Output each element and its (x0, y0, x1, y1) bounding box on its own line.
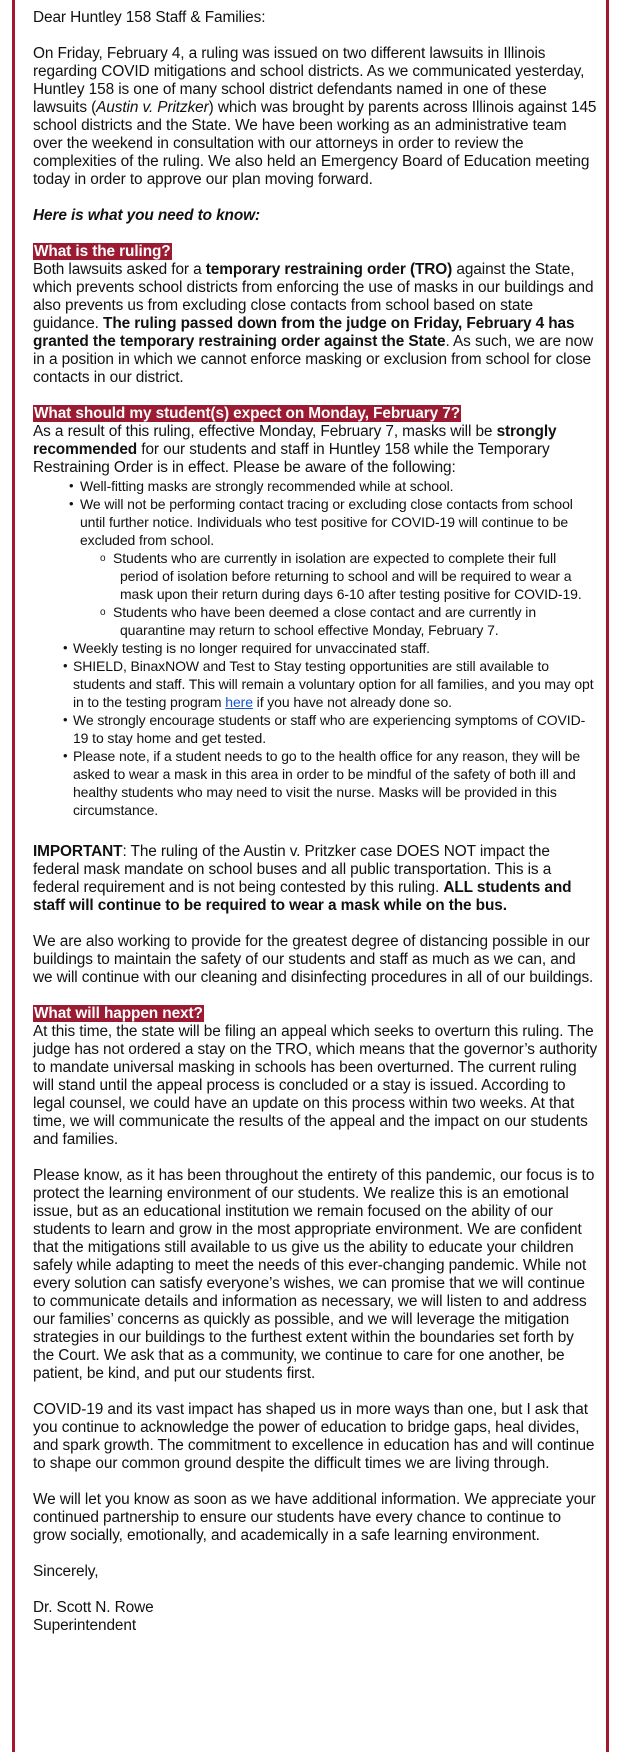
intro-paragraph: On Friday, February 4, a ruling was issued on two different lawsuits in Illinois regarding COVID mitigations and school districts. As we communicated yesterday, Huntley 158 is one of many school district defendants named in one of these lawsuits (Austin v. Pritzker) which was brought by parents across Illinois against 145 school districts and the State. We have been working as an administrative team over the weekend in consultation with our attorneys in order to review the complexities of the ruling. We also held an Emergency Board of Education meeting today in order to approve our plan moving forward. (33, 45, 597, 188)
letter-body (33, 9, 598, 1635)
sub-bullet-item: o Students who are currently in isolation are expected to complete their full period of isolation before returning to school and will be required to wear a mask upon their return during days 6-10 after testing positive for COVID-19. (33, 549, 598, 603)
signature-name: Dr. Scott N. Rowe (33, 1599, 154, 1616)
bullet-item: • Please note, if a student needs to go to the health office for any reason, they will be asked to wear a mask in this area in order to be mindful of the safety of both ill and healthy students who may need to visit the nurse. Masks will be provided in this circumstance. (33, 747, 598, 819)
signature-title: Superintendent (33, 1617, 136, 1634)
please-know-paragraph: Please know, as it has been throughout the entirety of this pandemic, our focus is to protect the learning environment of our students. We realize this is an emotional issue, but as an educational institution we remain focused on the ability of our students to learn and grow in the most appropriate environment. We are confident that the mitigations still available to us give us the ability to educate your children safely while adapting to meet the needs of this ever-changing pandemic. While not every solution can satisfy everyone’s wishes, we can promise that we will continue to communicate details and information as necessary, we will listen to and address our families’ concerns as quickly as possible, and we will leverage the mitigation strategies in our buildings to the furthest extent within the boundaries set forth by the Court. We ask that as a community, we continue to care for one another, be patient, be kind, and put our students first. (33, 1167, 595, 1382)
ruling-paragraph: Both lawsuits asked for a temporary restraining order (TRO) against the State, which prevents school districts from enforcing the use of masks in our buildings and also prevents us from excluding close contacts from school based on state guidance. The ruling passed down from the judge on Friday, February 4 has granted the temporary restraining order against the State. As such, we are now in a position in which we cannot enforce masking or exclusion from school for close contacts in our district. (33, 261, 594, 386)
section-heading-expect: What should my student(s) expect on Monday, February 7? (34, 405, 461, 422)
bullet-item: • Weekly testing is no longer required for unvaccinated staff. (33, 639, 598, 657)
testing-program-link[interactable]: here (225, 694, 253, 710)
next-paragraph: At this time, the state will be filing an appeal which seeks to overturn this ruling. The judge has not ordered a stay on the TRO, which means that the governor’s authority to mandate universal masking in schools has been overturned. The current ruling will stand until the appeal process is concluded or a stay is issued. According to legal counsel, we could have an update on this process within two weeks. At that time, we will communicate the results of the appeal and the impact on our students and families. (33, 1023, 598, 1148)
section-heading-ruling: What is the ruling? (34, 243, 171, 260)
signoff: Sincerely, (33, 1563, 99, 1580)
need-to-know-heading: Here is what you need to know: (33, 207, 261, 224)
bullet-item: • Well-fitting masks are strongly recommended while at school. (33, 477, 598, 495)
expect-paragraph: As a result of this ruling, effective Monday, February 7, masks will be strongly recommended for our students and staff in Huntley 158 while the Temporary Restraining Order is in effect. Please be aware of the following: (33, 423, 557, 476)
closing-info-paragraph: We will let you know as soon as we have additional information. We appreciate your continued partnership to ensure our students have every chance to continue to grow socially, emotionally, and academically in a safe learning environment. (33, 1491, 596, 1544)
case-name: Austin v. Pritzker (96, 99, 209, 116)
important-paragraph: IMPORTANT: The ruling of the Austin v. Pritzker case DOES NOT impact the federal mask mandate on school buses and all public transportation. This is a federal requirement and is not being contested by this ruling. ALL students and staff will continue to be required to wear a mask while on the bus. (33, 843, 572, 914)
greeting: Dear Huntley 158 Staff & Families: (33, 9, 266, 26)
expect-bullet-list-2 (33, 639, 598, 819)
bullet-item: • We will not be performing contact tracing or excluding close contacts from school until further notice. Individuals who test positive for COVID-19 will continue to be excluded from school. (33, 495, 598, 549)
bullet-item: • We strongly encourage students or staff who are experiencing symptoms of COVID-19 to stay home and get tested. (33, 711, 598, 747)
sub-bullet-item: o Students who have been deemed a close contact and are currently in quarantine may return to school effective Monday, February 7. (33, 603, 598, 639)
expect-bullet-list (33, 477, 598, 549)
sub-bullet-list (33, 549, 598, 639)
bullet-item: • SHIELD, BinaxNOW and Test to Stay testing opportunities are still available to students and staff. This will remain a voluntary option for all families, and you may opt in to the testing program here if you have not already done so. (33, 657, 598, 711)
covid-impact-paragraph: COVID-19 and its vast impact has shaped us in more ways than one, but I ask that you continue to acknowledge the power of education to bridge gaps, heal divides, and spark growth. The commitment to excellence in education has and will continue to shape our common ground despite the difficult times we are living through. (33, 1401, 595, 1472)
distancing-paragraph: We are also working to provide for the greatest degree of distancing possible in our buildings to maintain the safety of our students and staff as much as we can, and we will continue with our cleaning and disinfecting procedures in all of our buildings. (33, 933, 594, 986)
section-heading-next: What will happen next? (34, 1005, 203, 1022)
